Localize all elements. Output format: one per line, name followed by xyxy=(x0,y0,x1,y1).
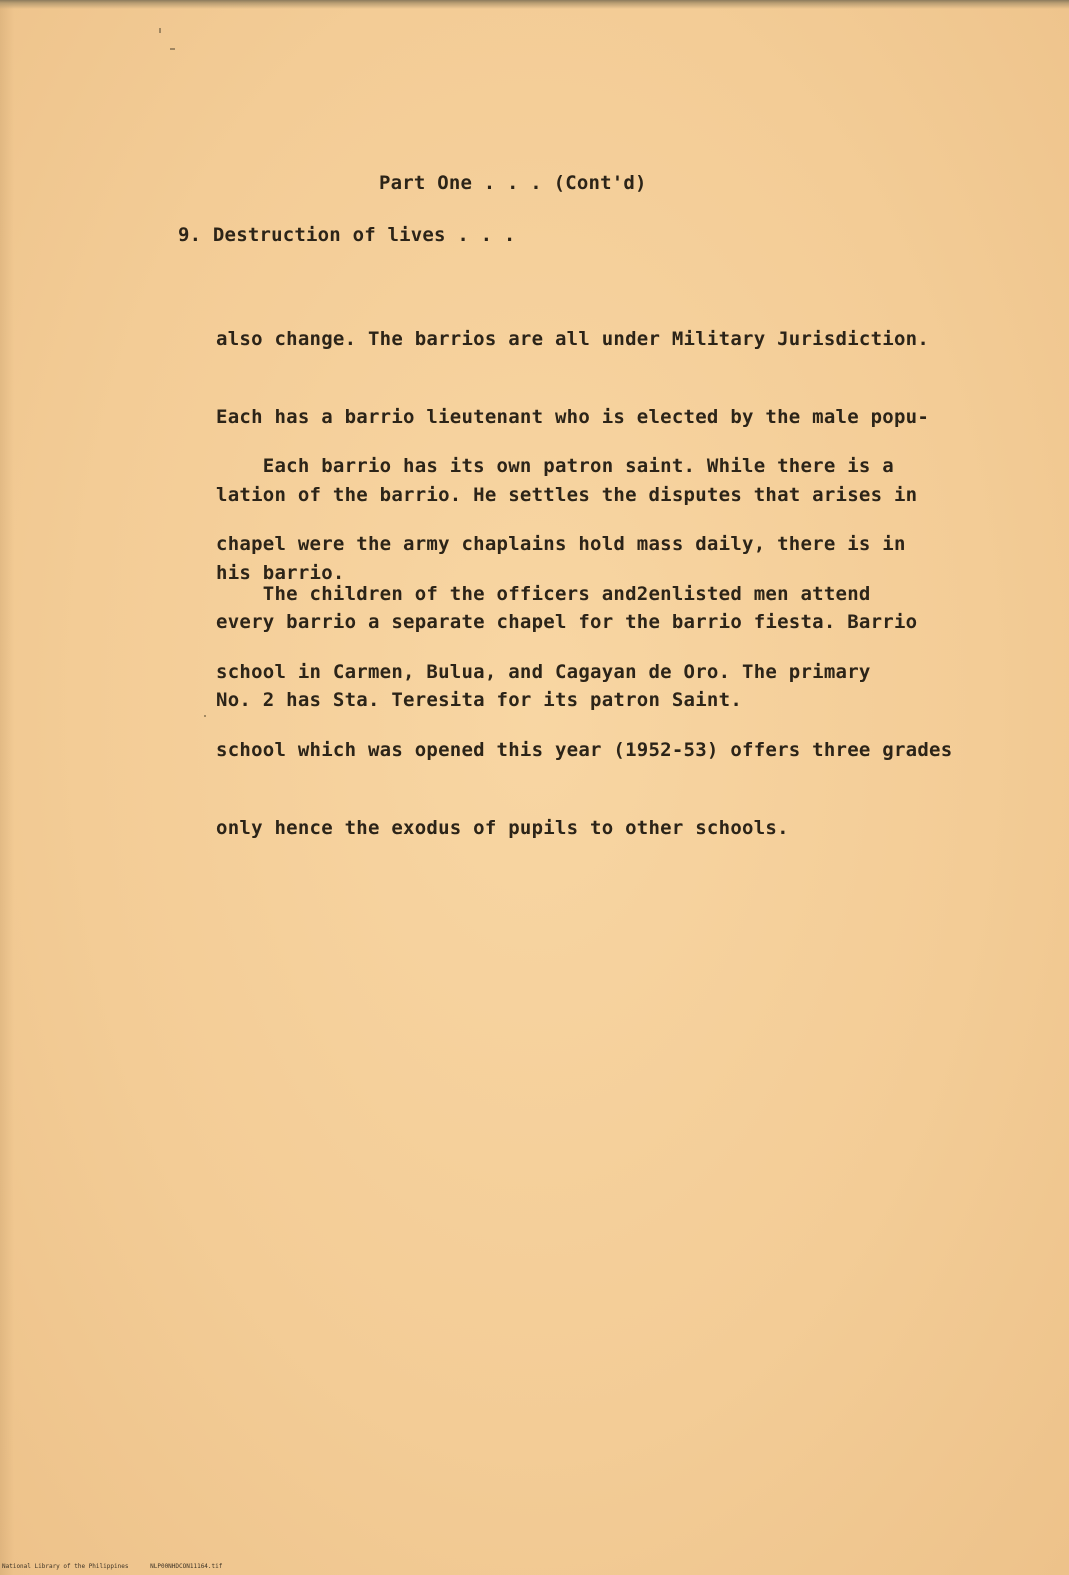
text-line: lation of the barrio. He settles the disputes that arises in xyxy=(216,484,918,506)
file-name: NLP00NHDCON11164.tif xyxy=(150,1563,223,1570)
ink-speck xyxy=(204,715,206,717)
paragraph-schools xyxy=(216,529,952,893)
text-line: his barrio. xyxy=(216,562,345,584)
ink-speck xyxy=(159,28,161,33)
scan-footer xyxy=(2,1563,222,1570)
text-line: Each has a barrio lieutenant who is elected by the male popu- xyxy=(216,406,930,428)
text-line: also change. The barrios are all under Military Jurisdiction. xyxy=(216,328,930,350)
text-line: school which was opened this year (1952-53) offers three grades xyxy=(216,739,953,761)
text-line: every barrio a separate chapel for the barrio fiesta. Barrio xyxy=(216,611,918,633)
text-line: school in Carmen, Bulua, and Cagayan de Oro. The primary xyxy=(216,661,871,683)
text-line: No. 2 has Sta. Teresita for its patron Saint. xyxy=(216,689,743,711)
text-line: Each barrio has its own patron saint. While there is a xyxy=(216,455,894,477)
text-line: only hence the exodus of pupils to other schools. xyxy=(216,817,789,839)
page-heading: Part One . . . (Cont'd) xyxy=(379,172,647,194)
section-title: 9. Destruction of lives . . . xyxy=(178,224,516,246)
archive-label: National Library of the Philippines xyxy=(2,1563,129,1570)
text-line: The children of the officers and2enlisted men attend xyxy=(216,583,871,605)
text-line: chapel were the army chaplains hold mass daily, there is in xyxy=(216,533,906,555)
ink-speck xyxy=(170,48,175,50)
